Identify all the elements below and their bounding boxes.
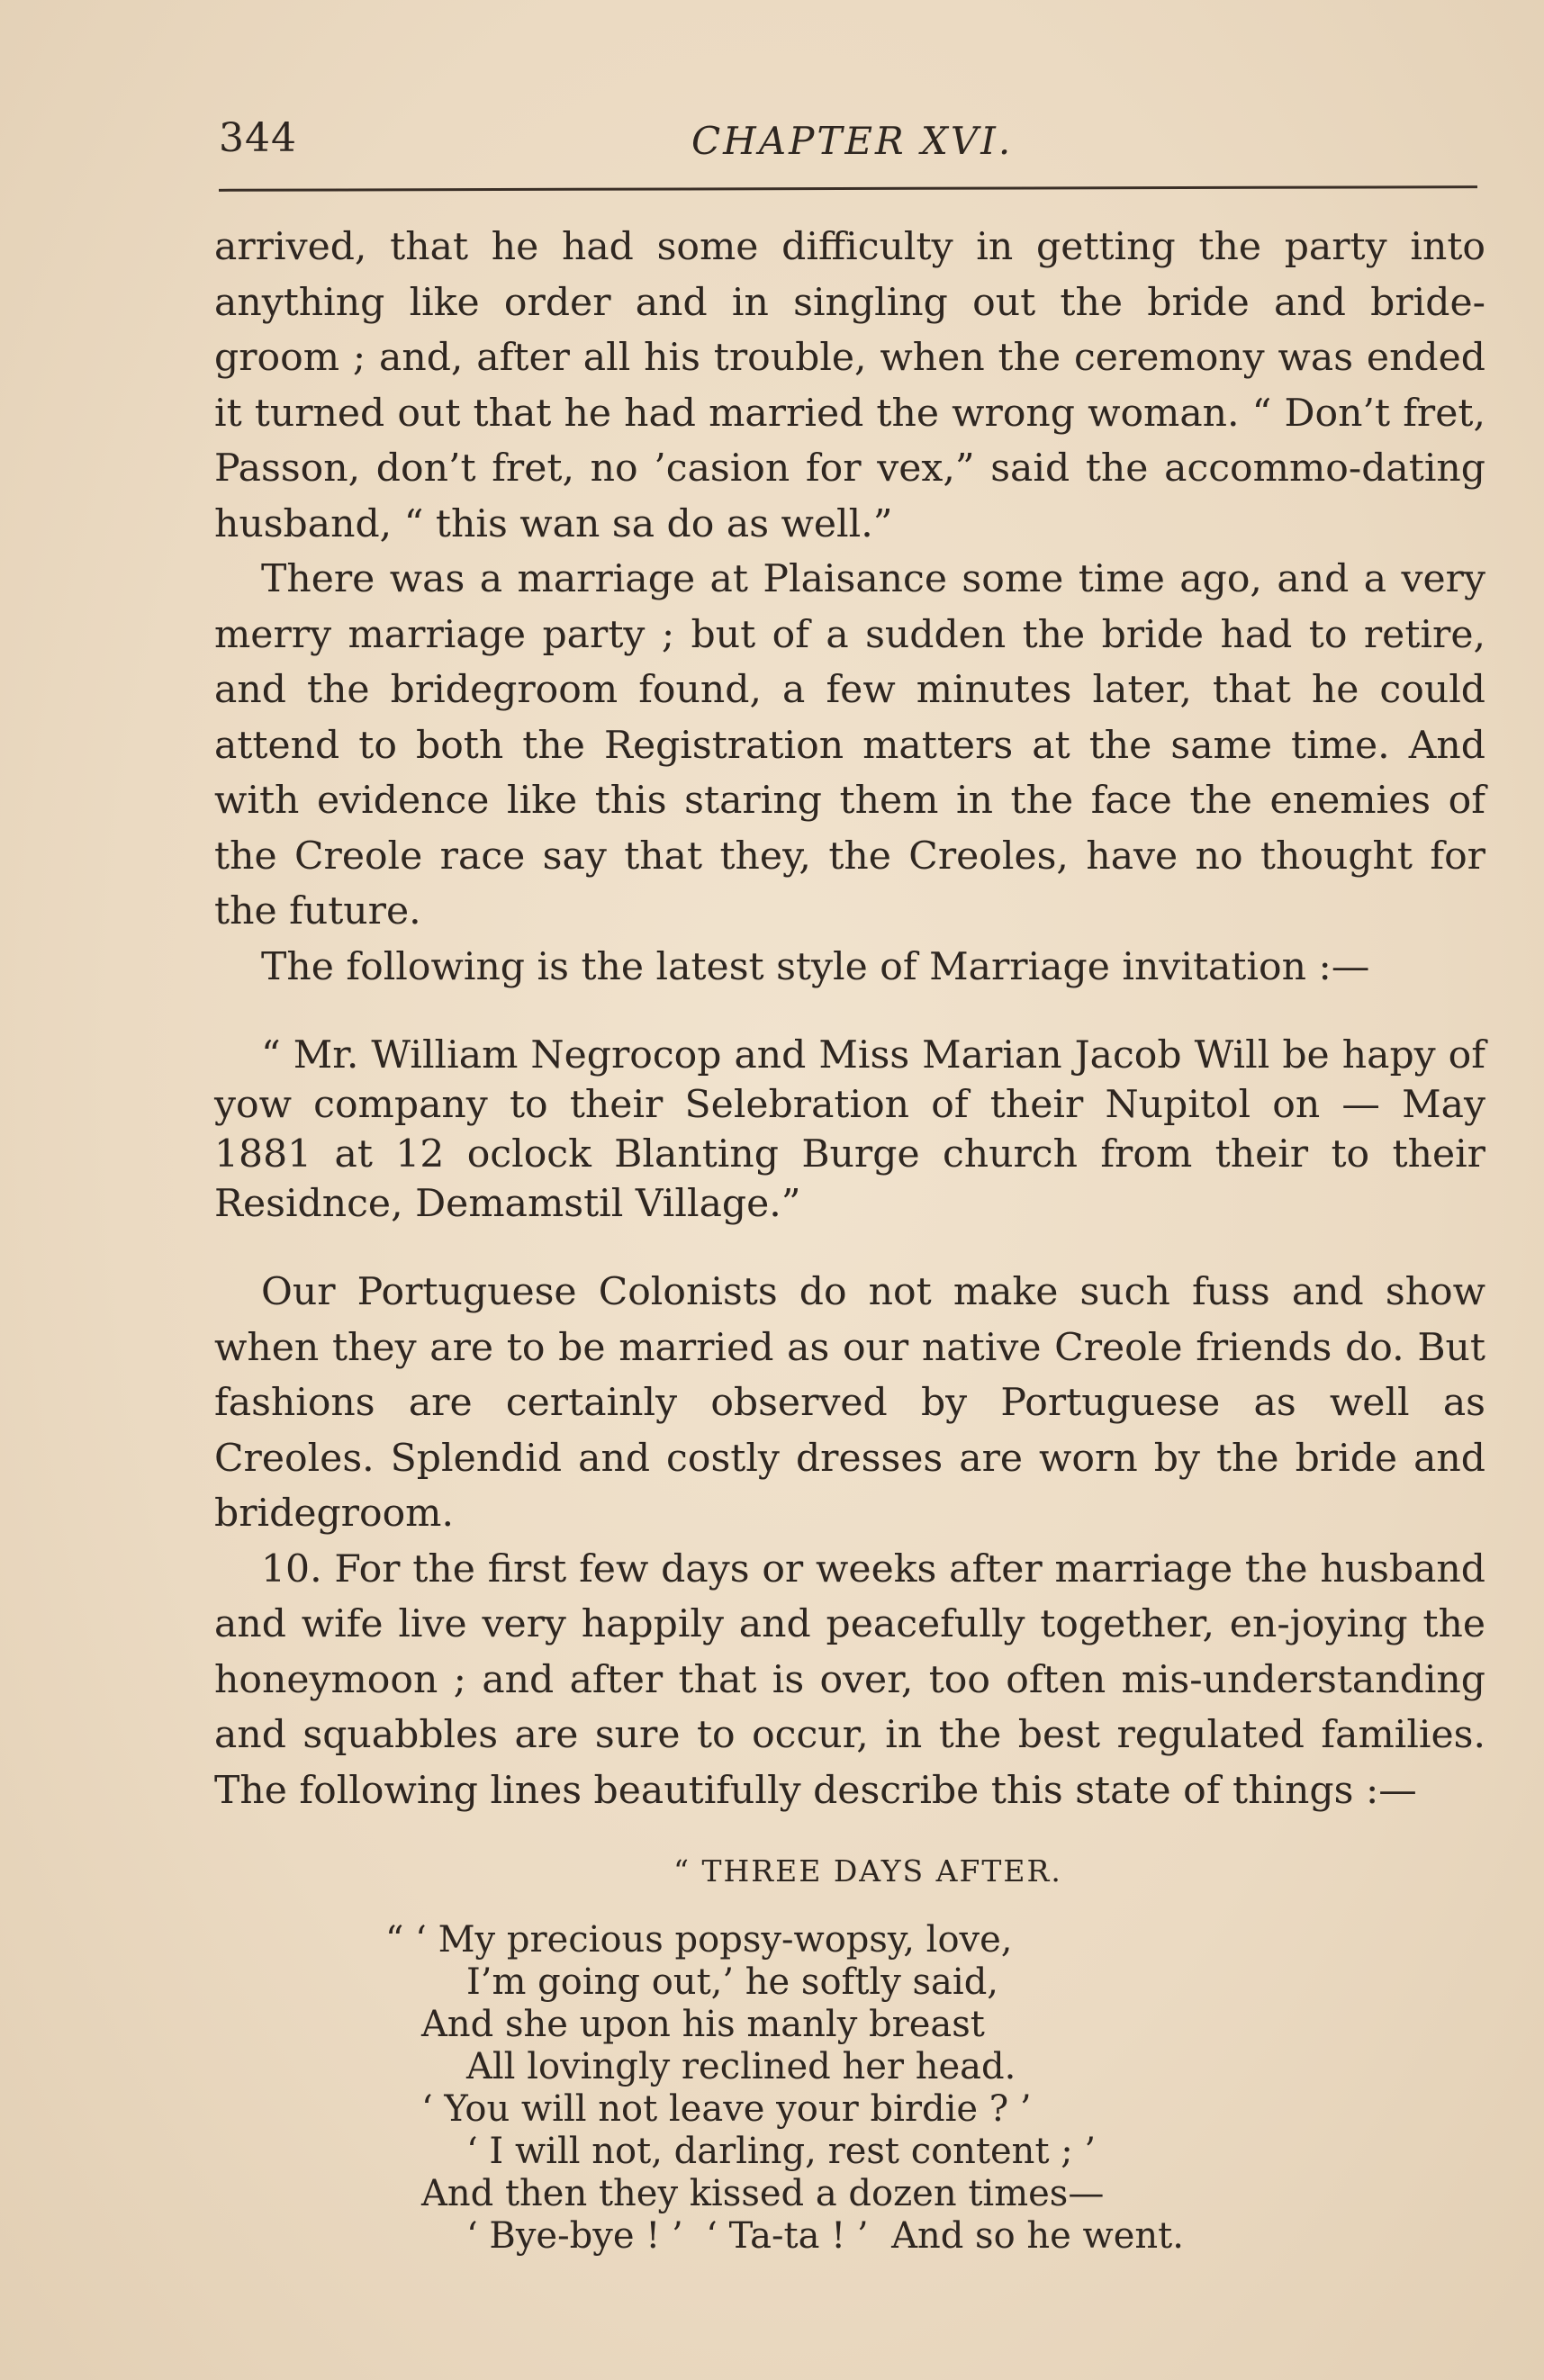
header-rule (219, 185, 1477, 192)
poem-title: “ THREE DAYS AFTER. (673, 1853, 1062, 1889)
page-header (219, 106, 1479, 178)
poem-line: And then they kissed a dozen times— (421, 2172, 1105, 2214)
paragraph-continued: arrived, that he had some difficulty in getting the party into anything like order and in singling out the bride and bride-groom ; and, after all his trouble, when the ceremony was ended it turned out that he had married the wrong woman. “ Don’t fret, Passon, don’t fret, no ’casion for vex,” said the accommo-dating husband, “ this wan sa do as well.” (214, 225, 1485, 546)
poem-line: ‘ Bye-bye ! ’ ‘ Ta-ta ! ’ And so he went. (466, 2214, 1184, 2257)
quoted-invitation: “ Mr. William Negrocop and Miss Marian Jacob Will be hapy of yow company to their Selebration of their Nupitol on — May 1881 at 12 oclock Blanting Burge church from their to their Residnce, Demamstil Village.” (214, 1033, 1485, 1226)
poem-line: All lovingly reclined her head. (466, 2045, 1016, 2087)
poem-line: I’m going out,’ he softly said, (466, 1961, 999, 2003)
page-number: 344 (219, 115, 297, 161)
chapter-heading: CHAPTER XVI. (691, 119, 1014, 163)
poem (214, 1844, 1485, 2258)
poem-line: ‘ You will not leave your birdie ? ’ (421, 2087, 1032, 2130)
poem-line: ‘ I will not, darling, rest content ; ’ (466, 2130, 1097, 2172)
paragraph-invitation-intro: The following is the latest style of Marriage invitation :— (261, 944, 1370, 989)
poem-line: “ ‘ My precious popsy-wopsy, love, (385, 1918, 1013, 1961)
paragraph-section-10: 10. For the first few days or weeks after marriage the husband and wife live very happily and peacefully together, en-joying the honeymoon ; and after that is over, too often mis-understanding and squabbles are sure to occur, in the best regulated families. The following lines beautifully describe this state of things :— (214, 1546, 1485, 1813)
paragraph-plaisance-marriage: There was a marriage at Plaisance some time ago, and a very merry marriage party ; but of a sudden the bride had to retire, and the bridegroom found, a few minutes later, that he could attend to both the Registration matters at the same time. And with evidence like this staring them in the face the enemies of the Creole race say that they, the Creoles, have no thought for the future. (214, 557, 1485, 933)
paragraph-portuguese-colonists: Our Portuguese Colonists do not make such fuss and show when they are to be married as our native Creole friends do. But fashions are certainly observed by Portuguese as well as Creoles. Splendid and costly dresses are worn by the bride and bridegroom. (214, 1270, 1485, 1536)
page-body (214, 220, 1485, 2258)
poem-line: And she upon his manly breast (421, 2003, 985, 2045)
